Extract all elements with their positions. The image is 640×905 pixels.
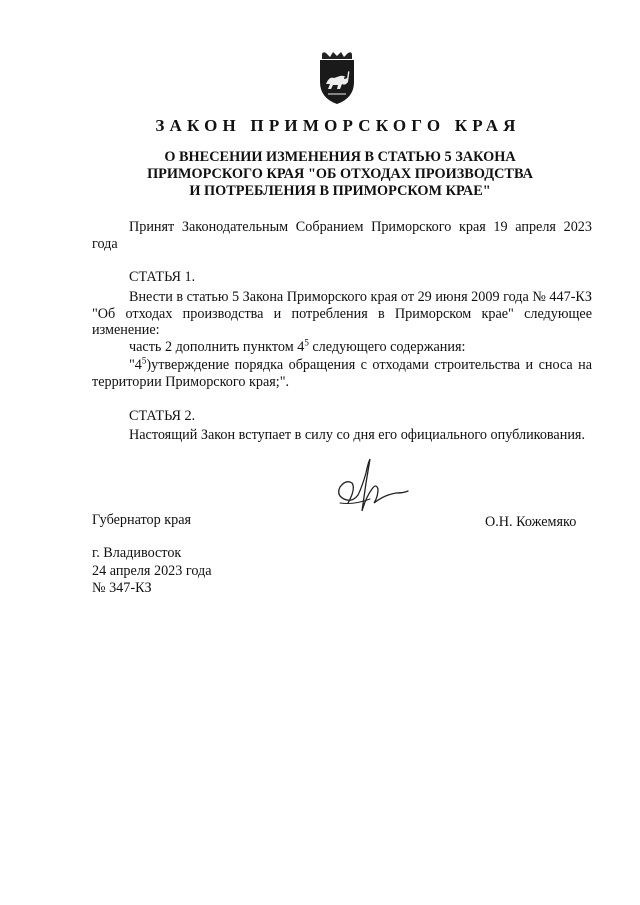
superscript: 5 [304, 337, 309, 348]
law-title-line: И ПОТРЕБЛЕНИЯ В ПРИМОРСКОМ КРАЕ" [189, 183, 491, 199]
signature-icon [326, 453, 410, 523]
adoption-statement: Принят Законодательным Собранием Приморского края 19 апреля 2023 года [92, 219, 592, 252]
quote-text: )утверждение порядка обращения с отходами строительства и сноса на территории Приморского края;". [92, 357, 592, 390]
coat-of-arms-icon [314, 48, 360, 106]
article-1-text: Внести в статью 5 Закона Приморского края от 29 июня 2009 года № 447-КЗ "Об отходах производства и потребления в Приморском крае" следующее изменение: [92, 289, 592, 338]
amendment-text: часть 2 дополнить пунктом 4 [129, 339, 305, 355]
article-1-amendment [129, 339, 465, 356]
article-2-text: Настоящий Закон вступает в силу со дня его официального опубликования. [129, 427, 585, 443]
signatory-position: Губернатор края [92, 512, 192, 528]
article-2-heading: СТАТЬЯ 2. [129, 408, 196, 424]
law-number: № 347-КЗ [92, 580, 152, 596]
law-title-line: ПРИМОРСКОГО КРАЯ "ОБ ОТХОДАХ ПРОИЗВОДСТВА [147, 166, 533, 182]
law-title [120, 149, 560, 200]
superscript: 5 [141, 355, 147, 366]
signatory-name: О.Н. Кожемяко [485, 514, 577, 530]
article-1-quote [92, 357, 592, 390]
signing-city: г. Владивосток [92, 545, 182, 561]
signing-date: 24 апреля 2023 года [92, 563, 212, 579]
quote-start: "4 [129, 357, 142, 373]
law-title-line: О ВНЕСЕНИИ ИЗМЕНЕНИЯ В СТАТЬЮ 5 ЗАКОНА [164, 149, 516, 165]
amendment-text-tail: следующего содержания: [308, 339, 466, 355]
article-1-heading: СТАТЬЯ 1. [129, 269, 196, 285]
law-type-heading: ЗАКОН ПРИМОРСКОГО КРАЯ [155, 116, 521, 135]
